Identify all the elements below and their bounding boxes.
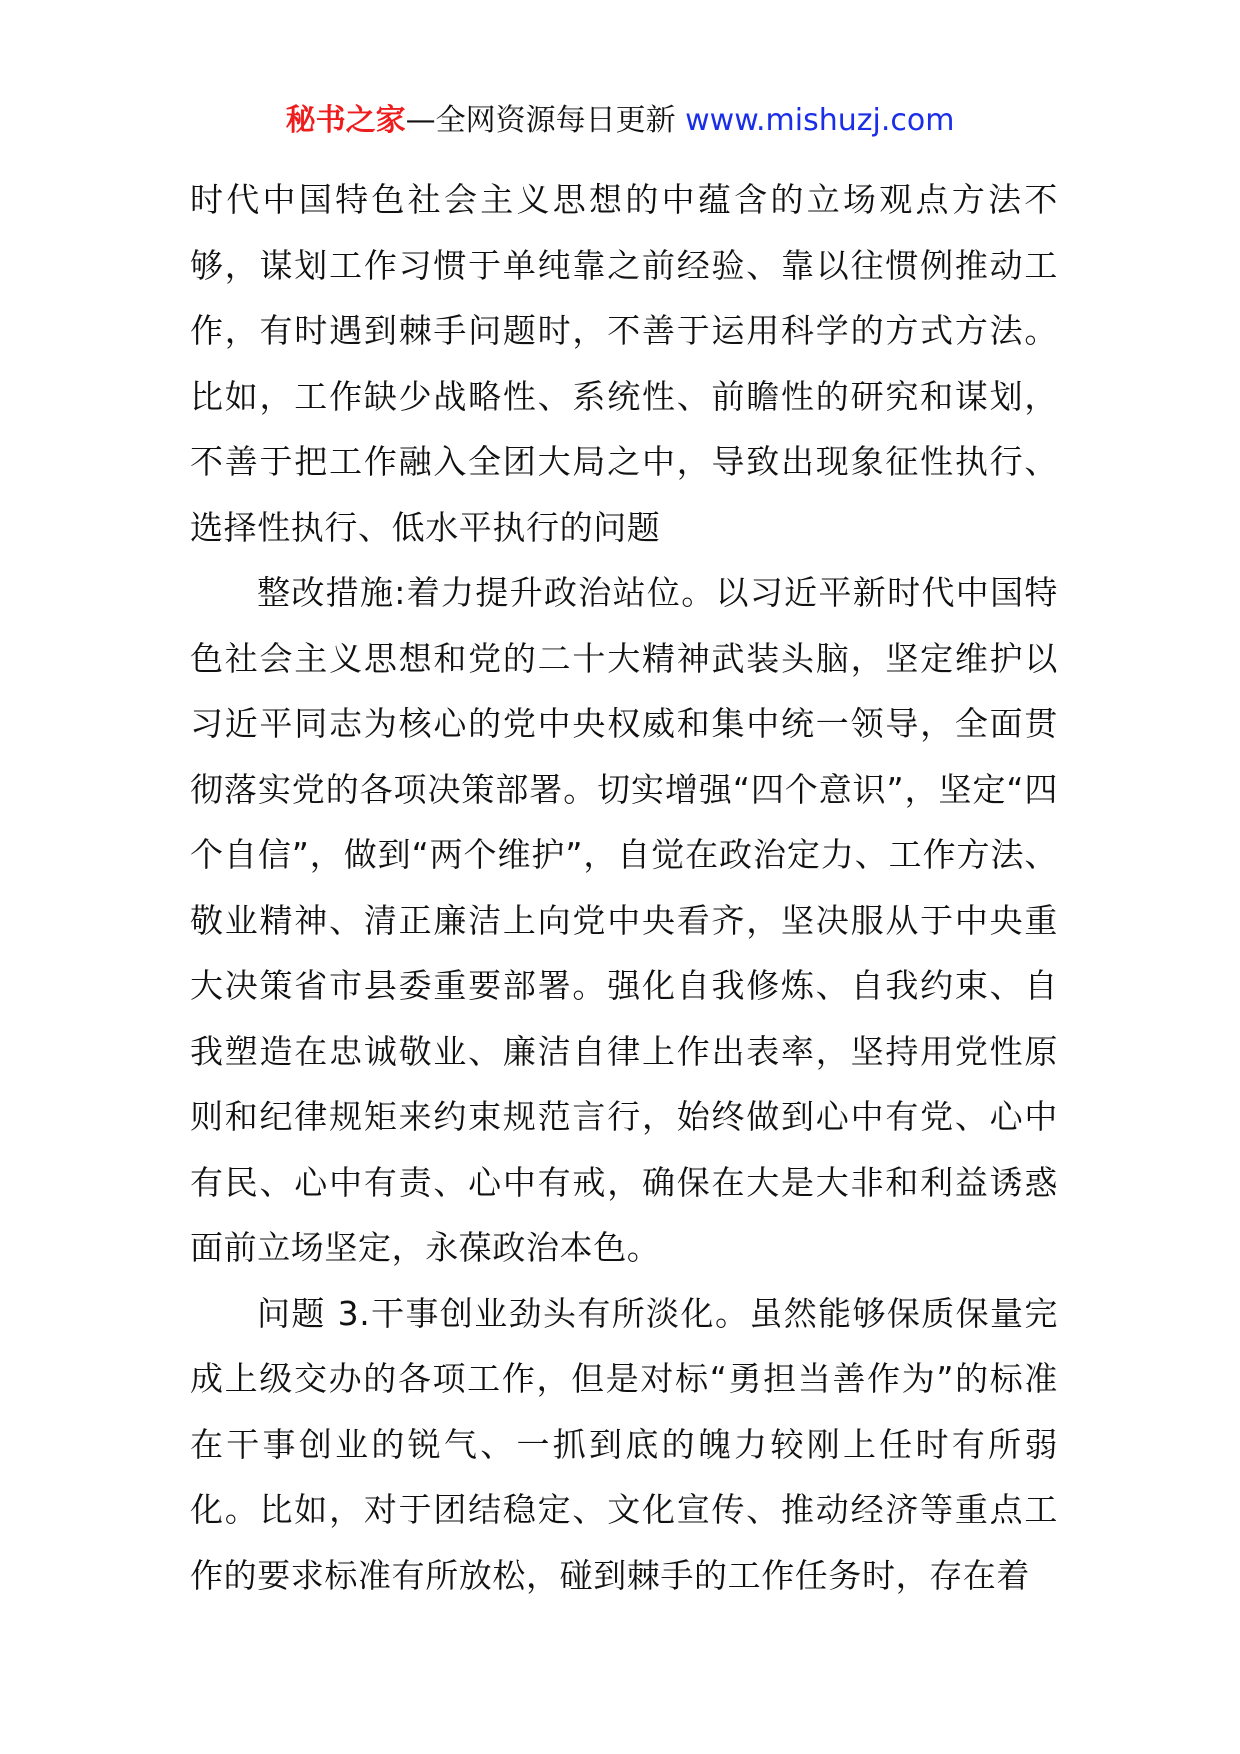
- brand-name: 秘书之家: [285, 103, 406, 138]
- paragraph-continuation: 时代中国特色社会主义思想的中蕴含的立场观点方法不够，谋划工作习惯于单纯靠之前经验、靠以往惯例推动工作，有时遇到棘手问题时，不善于运用科学的方式方法。比如，工作缺少战略性、系统性、前瞻性的研究和谋划，不善于把工作融入全团大局之中，导致出现象征性执行、选择性执行、低水平执行的问题: [190, 180, 1058, 547]
- paragraph-rectification-measures: 整改措施:着力提升政治站位。以习近平新时代中国特色社会主义思想和党的二十大精神武装头脑，坚定维护以习近平同志为核心的党中央权威和集中统一领导，全面贯彻落实党的各项决策部署。切实增强“四个意识”，坚定“四个自信”，做到“两个维护”，自觉在政治定力、工作方法、敬业精神、清正廉洁上向党中央看齐，坚决服从于中央重大决策省市县委重要部署。强化自我修炼、自我约束、自我塑造在忠诚敬业、廉洁自律上作出表率，坚持用党性原则和纪律规矩来约束规范言行，始终做到心中有党、心中有民、心中有责、心中有戒，确保在大是大非和利益诱惑面前立场坚定，永葆政治本色。: [190, 573, 1058, 1267]
- paragraph-problem-3: 问题 3.干事创业劲头有所淡化。虽然能够保质保量完成上级交办的各项工作，但是对标“勇担当善作为”的标准在干事创业的锐气、一抓到底的魄力较刚上任时有所弱化。比如，对于团结稳定、文化宣传、推动经济等重点工作的要求标准有所放松，碰到棘手的工作任务时，存在着: [190, 1293, 1058, 1595]
- site-url-link[interactable]: www.mishuzj.com: [685, 103, 955, 138]
- document-body: [190, 167, 1058, 1608]
- page-header: [0, 101, 1240, 141]
- header-tagline: —全网资源每日更新: [405, 103, 686, 138]
